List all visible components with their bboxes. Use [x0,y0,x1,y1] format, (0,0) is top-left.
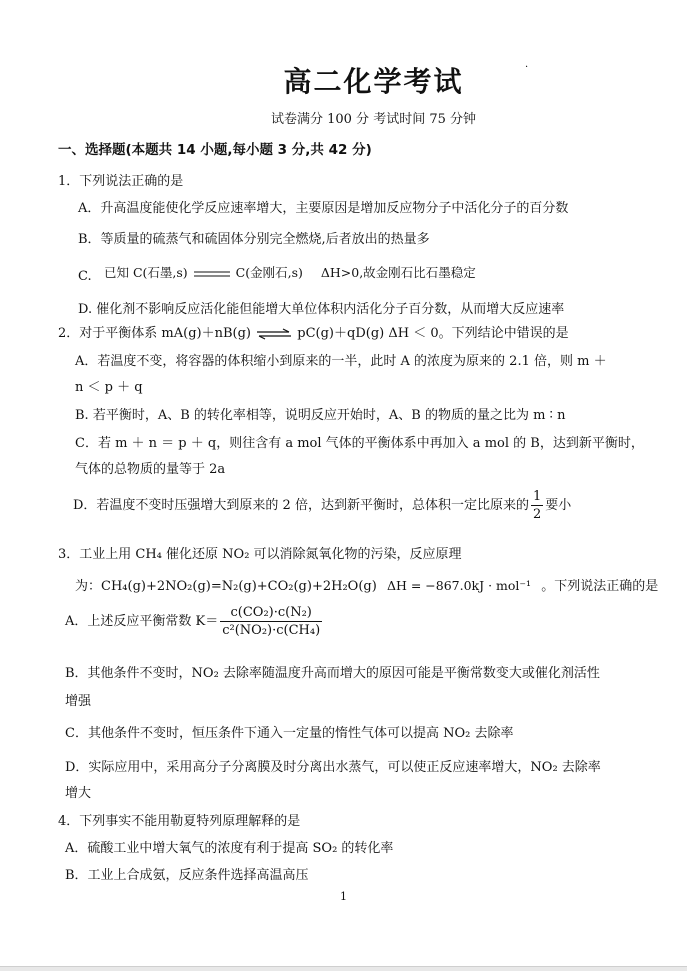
q3-equation [75,575,658,594]
q1-option-b: B．等质量的硫蒸气和硫固体分别完全燃烧,后者放出的热量多 [78,232,430,247]
q2-stem-right: pC(g)＋qD(g) ΔH ＜ 0。下列结论中错误的是 [297,326,569,341]
q2-stem [58,322,569,341]
q4-option-a: A．硫酸工业中增大氧气的浓度有利于提高 SO₂ 的转化率 [65,841,394,856]
q1-option-c-label: C. [78,269,92,284]
q2-d-right: 要小 [545,498,572,513]
page-number: 1 [340,890,347,903]
exam-info: 试卷满分 100 分 考试时间 75 分钟 [270,112,477,127]
q2-option-c-line1: C．若 m ＋ n ＝ p ＋ q，则往含有 a mol 气体的平衡体系中再加入 a mol 的 B，达到新平衡时， [75,436,644,451]
q3-eq-prefix: 为：CH₄(g)+2NO₂(g)=N₂(g)+CO₂(g)+2H₂O(g) [75,579,377,594]
k-denominator: c²(NO₂)·c(CH₄) [222,623,321,638]
section-heading: 一、选择题(本题共 14 小题,每小题 3 分,共 42 分) [58,142,372,158]
fraction-numerator: 1 [532,489,542,504]
fraction-denominator: 2 [532,507,542,522]
q1-option-c [104,263,476,281]
q2-option-a-line1: A．若温度不变，将容器的体积缩小到原来的一半，此时 A 的浓度为原来的 2.1 倍，则 m ＋ [75,354,607,369]
q3-option-c: C．其他条件不变时，恒压条件下通入一定量的惰性气体可以提高 NO₂ 去除率 [65,726,514,741]
q4-option-b: B．工业上合成氨，反应条件选择高温高压 [65,868,309,883]
q1-option-d: D. 催化剂不影响反应活化能但能增大单位体积内活化分子百分数，从而增大反应速率 [78,302,565,317]
q3-enthalpy: ΔH = −867.0kJ · mol⁻¹ [386,578,532,593]
q1-option-a: A．升高温度能使化学反应速率增大，主要原因是增加反应物分子中活化分子的百分数 [78,201,569,216]
equilibrium-arrow-icon [257,328,291,340]
q1-c-left: 已知 C(石墨,s) [104,265,188,280]
q1-stem: 1．下列说法正确的是 [58,174,184,189]
q3-option-a [65,606,324,637]
q3-option-d-line2: 增大 [65,786,92,801]
q4-stem: 4．下列事实不能用勒夏特列原理解释的是 [58,814,301,829]
q3-stem: 3．工业上用 CH₄ 催化还原 NO₂ 可以消除氮氧化物的污染，反应原理 [58,547,462,562]
q3-a-left: A．上述反应平衡常数 K＝ [65,614,219,629]
q3-option-b-line1: B．其他条件不变时，NO₂ 去除率随温度升高而增大的原因可能是平衡常数变大或催化剂活性 [65,666,600,681]
equal-sign-icon [194,270,230,278]
q2-option-d [73,490,571,521]
q2-option-a-line2: n ＜ p ＋ q [75,380,143,395]
q2-stem-left: 2．对于平衡体系 mA(g)＋nB(g) [58,326,251,341]
half-fraction [531,490,543,521]
q3-option-d-line1: D．实际应用中，采用高分子分离膜及时分离出水蒸气，可以使正反应速率增大，NO₂ 去除率 [65,760,601,775]
stray-mark: · [525,62,529,73]
q3-eq-suffix: 。下列说法正确的是 [541,579,659,594]
page-title: 高二化学考试 [283,65,464,98]
equilibrium-constant-fraction [220,606,322,637]
q3-option-b-line2: 增强 [65,694,92,709]
q2-option-c-line2: 气体的总物质的量等于 2a [75,462,226,477]
q1-c-tail: ΔH>0,故金刚石比石墨稳定 [320,265,476,280]
k-numerator: c(CO₂)·c(N₂) [220,606,322,622]
q1-c-right: C(金刚石,s) [235,265,303,280]
q2-d-left: D．若温度不变时压强增大到原来的 2 倍，达到新平衡时，总体积一定比原来的 [73,498,529,513]
q2-option-b: B. 若平衡时，A、B 的转化率相等，说明反应开始时，A、B 的物质的量之比为 m ∶ n [75,408,566,423]
